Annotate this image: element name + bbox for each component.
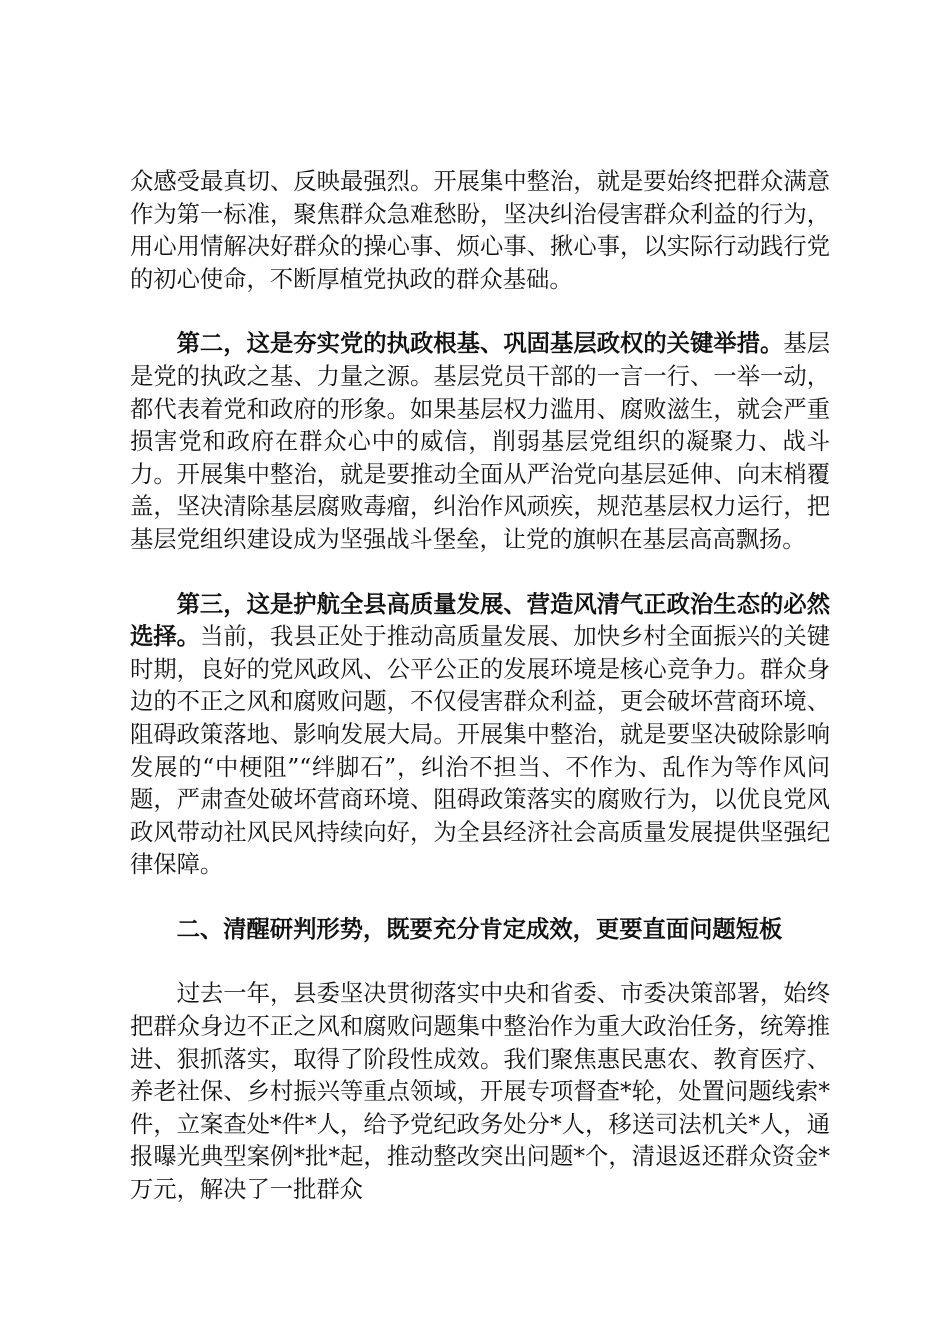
paragraph-body: 当前，我县正处于推动高质量发展、加快乡村全面振兴的关键时期，良好的党风政风、公平公正的发展环境是核心竞争力。群众身边的不正之风和腐败问题，不仅侵害群众利益，更会破坏营商环境、阻碍政策落地、影响发展大局。开展集中整治，就是要坚决破除影响发展的“中梗阻”“绊脚石”，纠治不担当、不作为、乱作为等作风问题，严肃查处破坏营商环境、阻碍政策落实的腐败行为，以优良党风政风带动社风民风持续向好，为全县经济社会高质量发展提供坚强纪律保障。 (130, 623, 831, 879)
paragraph-second-point (130, 328, 830, 556)
paragraph-lead-bold: 第三，这是护航全县高质量发展、营造风清气正政治生态的必然选择。 (130, 590, 830, 651)
paragraph-lead-bold: 第二，这是夯实党的执政根基、巩固基层政权的关键举措。 (176, 330, 784, 358)
paragraph-achievements: 过去一年，县委坚决贯彻落实中央和省委、市委决策部署，始终把群众身边不正之风和腐败问题集中整治作为重大政治任务，统筹推进、狠抓落实，取得了阶段性成效。我们聚焦惠民惠农、教育医疗、养老社保、乡村振兴等重点领域，开展专项督查*轮，处置问题线索*件，立案查处*件*人，给予党纪政务处分*人，移送司法机关*人，通报曝光典型案例*批*起，推动整改突出问题*个，清退返还群众资金*万元，解决了一批群众 (130, 980, 830, 1204)
paragraph-body: 基层是党的执政之基、力量之源。基层党员干部的一言一行、一举一动，都代表着党和政府的形象。如果基层权力滥用、腐败滋生，就会严重损害党和政府在群众心中的威信，削弱基层党组织的凝聚力、战斗力。开展集中整治，就是要推动全面从严治党向基层延伸、向末梢覆盖，坚决清除基层腐败毒瘤，纠治作风顽疾，规范基层权力运行，把基层党组织建设成为坚强战斗堡垒，让党的旗帜在基层高高飘扬。 (130, 330, 831, 553)
paragraph-continuation: 众感受最真切、反映最强烈。开展集中整治，就是要始终把群众满意作为第一标准，聚焦群众急难愁盼，坚决纠治侵害群众利益的行为，用心用情解决好群众的操心事、烦心事、揪心事，以实际行动践行党的初心使命，不断厚植党执政的群众基础。 (130, 168, 830, 293)
section-heading: 二、清醒研判形势，既要充分肯定成效，更要直面问题短板 (176, 915, 783, 943)
paragraph-third-point (130, 589, 830, 882)
document-body (130, 166, 830, 1207)
